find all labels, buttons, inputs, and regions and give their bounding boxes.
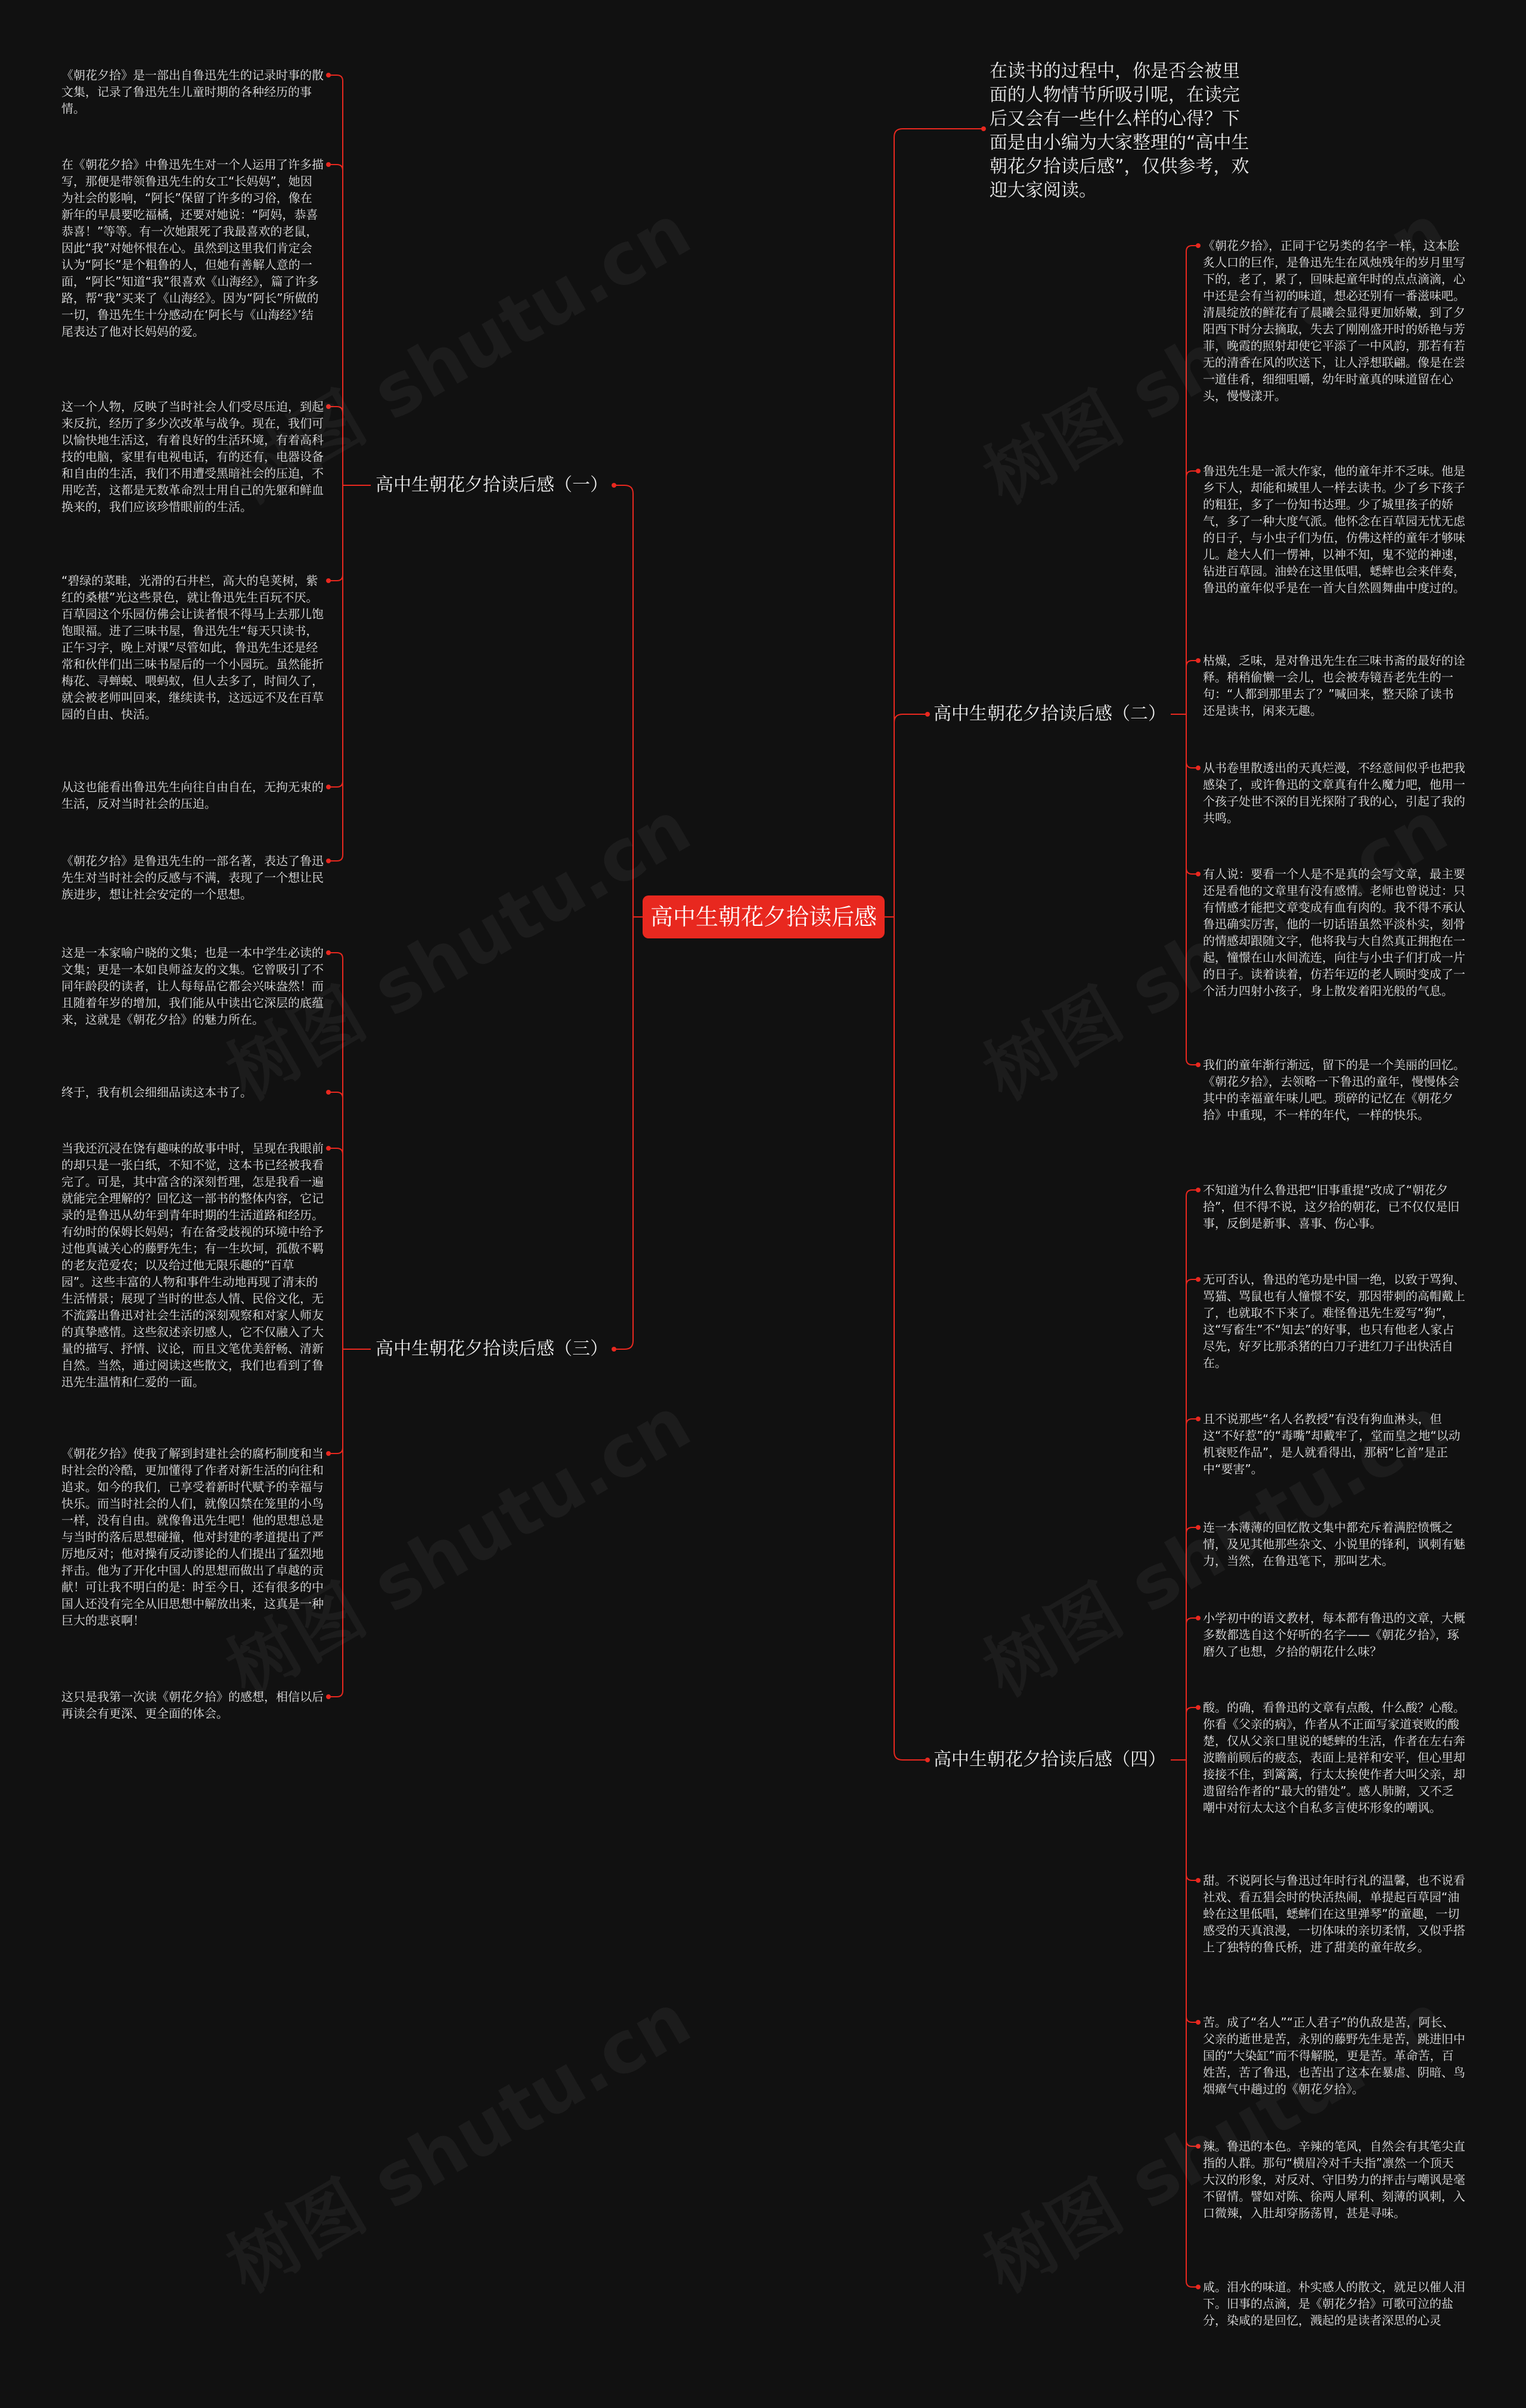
connector-dot — [1196, 1417, 1201, 1421]
connector-dot — [925, 712, 930, 717]
leaf-connector — [328, 1148, 343, 1349]
leaf-connector — [328, 1092, 343, 1349]
leaf-text: 这是一本家喻户晓的文集；也是一本中学生必读的文集；更是一本如良师益友的文集。它曾吸引了不同年龄段的读者，让人每每品它都会兴味盎然！而且随着年岁的增加，我们能从中读出它深层的底蕴来，这就是《朝花夕拾》的魅力所在。 — [61, 946, 324, 1027]
leaf-text: “碧绿的菜畦，光滑的石井栏，高大的皂荚树，紫红的桑椹”光这些景色，就让鲁迅先生百玩不厌。百草园这个乐园仿佛会让读者恨不得马上去那儿饱饱眼福。进了三味书屋，鲁迅先生“每天只读书，正午习字，晚上对课”尽管如此，鲁迅先生还是经常和伙伴们出三味书屋后的一个小园玩。虽然能折梅花、寻蝉蜕、喂蚂蚁，但人去多了，时间久了，就会被老师叫回来，继续读书，这远远不及在百草园的自由、快活。 — [61, 574, 324, 721]
connector-dot — [326, 1090, 331, 1095]
connector-dot — [1196, 1616, 1201, 1620]
leaf-connector — [328, 485, 343, 581]
connector-dot — [326, 578, 331, 583]
connector-dot — [1196, 2285, 1201, 2289]
leaf-text: 辣。鲁迅的本色。辛辣的笔风，自然会有其笔尖直指的人群。那句“横眉冷对千夫指”凛然一个顶天大汉的形象，对反对、守旧势力的抨击与嘲讽是毫不留情。譬如对陈、徐两人犀利、刻薄的讽刺，入口微辣，入肚却穿肠荡胃，甚是寻味。 — [1203, 2139, 1465, 2220]
connector-dot — [1196, 766, 1201, 770]
leaf-text: 《朝花夕拾》是一部出自鲁迅先生的记录时事的散文集，记录了鲁迅先生儿童时期的各种经历的事情。 — [61, 68, 324, 116]
connector-dot — [1196, 1277, 1201, 1282]
leaf-text: 小学初中的语文教材，每本都有鲁迅的文章，大概多数都选自这个好听的名字——《朝花夕拾》，琢磨久了也想，夕拾的朝花什么味？ — [1203, 1611, 1465, 1659]
leaf-text: 当我还沉浸在饶有趣味的故事中时，呈现在我眼前的却只是一张白纸，不知不觉，这本书已经被我看完了。可是，其中富含的深刻哲理，怎是我看一遍就能完全理解的？回忆这一部书的整体内容，它记录的是鲁迅从幼年到青年时期的生活道路和经历。有幼时的保姆长妈妈；有在备受歧视的环境中给予过他真诚关心的藤野先生；有一生坎坷，孤傲不羁的老友范爱农；以及给过他无限乐趣的“百草园”。这些丰富的人物和事件生动地再现了清末的生活情景；展现了当时的世态人情、民俗文化，无不流露出鲁迅对社会生活的深刻观察和对家人师友的真挚感情。这些叙述亲切感人，它不仅融入了大量的描写、抒情、议论，而且文笔优美舒畅、清新自然。当然，通过阅读这些散文，我们也看到了鲁迅先生温情和仁爱的一面。 — [61, 1141, 324, 1389]
connector-dot — [1196, 1188, 1201, 1192]
leaf-text: 有人说：要看一个人是不是真的会写文章，最主要还是看他的文章里有没有感情。老师也曾说过：只有情感才能把文章变成有血有肉的。我不得不承认鲁迅确实厉害，他的一切话语虽然平淡朴实，刻骨的情感却跟随文字，他将我与大自然真正拥抱在一起，憧憬在山水间流连，向往与小虫子们打成一片的日子。读着读着，仿若年迈的老人顾时变成了一个活力四射小孩子，身上散发着阳光般的气息。 — [1203, 867, 1465, 998]
leaf-connector — [1186, 714, 1198, 874]
leaf-text: 无可否认，鲁迅的笔功是中国一绝，以致于骂狗、骂猫、骂鼠也有人憧憬不安，那因带刺的高帽戴上了，也就取不下来了。难怪鲁迅先生爱写“狗”，这“写畜生”不“知去”的好事，也只有他老人家占尽先，好歹比那杀猪的白刀子进红刀子出快活自在。 — [1203, 1272, 1465, 1370]
intro-connector — [894, 129, 984, 917]
leaf-text: 酸。的确，看鲁迅的文章有点酸，什么酸？心酸。你看《父亲的病》，作者从不正面写家道衰败的酸楚，仅从父亲口里说的蟋蟀的生活，作者在左右奔波瞻前顾后的疲态，表面上是祥和安平，但心里却接接不住，到篱篱，行太太挨使作者大叫父亲，却遗留给作者的“最大的错处”。感人肺腑，又不乏嘲中对衍太太这个自私多言使坏形象的嘲讽。 — [1203, 1700, 1465, 1815]
connector-dot — [612, 483, 616, 488]
leaf-text: 从书卷里散透出的天真烂漫，不经意间似乎也把我感染了，或许鲁迅的文章真有什么魔力吧，他用一个孩子处世不深的目光探附了我的心，引起了我的共鸣。 — [1203, 761, 1465, 825]
leaf-text: 这只是我第一次读《朝花夕拾》的感想，相信以后再读会有更深、更全面的体会。 — [61, 1690, 324, 1721]
connector-dot — [326, 950, 331, 955]
branch-connector — [614, 917, 633, 1349]
connector-dot — [326, 1694, 331, 1699]
connector-dot — [326, 785, 331, 789]
connector-dot — [981, 126, 986, 131]
leaf-connector — [1186, 714, 1198, 768]
leaf-connector — [328, 485, 343, 861]
leaf-text: 咸。泪水的味道。朴实感人的散文，就足以催人泪下。旧事的点滴，是《朝花夕拾》可歌可泣的盐分，染咸的是回忆，溅起的是读者深思的心灵 — [1203, 2280, 1465, 2328]
leaf-connector — [1186, 661, 1198, 714]
leaf-connector — [328, 485, 343, 787]
branch-node-4[interactable]: 高中生朝花夕拾读后感（四） — [933, 1749, 1166, 1770]
leaf-text: 不知道为什么鲁迅把“旧事重提”改成了“朝花夕拾”，但不得不说，这夕拾的朝花，已不仅仅是旧事，反倒是新事、喜事、伤心事。 — [1203, 1183, 1460, 1231]
leaf-connector — [1186, 1618, 1198, 1760]
leaf-text: 《朝花夕拾》，正同于它另类的名字一样，这本脍炙人口的巨作，是鲁迅先生在风烛残年的岁月里写下的，老了，累了，回味起童年时的点点滴滴，心中还是会有当初的味道，想必还别有一番滋味吧。清晨绽放的鲜花有了晨曦会显得更加娇嫩，到了夕阳西下时分去摘取，失去了刚刚盛开时的娇艳与芳菲，晚霞的照射却使它平添了一中风韵，那若有若无的清香在风的吹送下，让人浮想联翩。像是在尝一道佳肴，细细咀嚼，幼年时童真的味道留在心头，慢慢漾开。 — [1203, 238, 1465, 403]
branch-node-3[interactable]: 高中生朝花夕拾读后感（三） — [376, 1338, 608, 1359]
leaf-connector — [1186, 1707, 1198, 1760]
leaf-connector — [328, 1349, 343, 1454]
connector-dot — [1196, 469, 1201, 473]
connector-dot — [326, 1451, 331, 1456]
connector-dot — [1196, 658, 1201, 663]
connector-dot — [326, 859, 331, 863]
connector-dot — [1196, 1705, 1201, 1710]
intro-text: 在读书的过程中，你是否会被里面的人物情节所吸引呢，在读完后又会有一些什么样的心得？下面是由小编为大家整理的“高中生朝花夕拾读后感”，仅供参考，欢迎大家阅读。 — [990, 61, 1249, 201]
branch-node-2[interactable]: 高中生朝花夕拾读后感（二） — [933, 704, 1166, 724]
connector-dot — [326, 73, 331, 78]
leaf-text: 这一个人物，反映了当时社会人们受尽压迫，到起来反抗，经历了多少次改革与战争。现在，我们可以愉快地生活这，有着良好的生活环境，有着高科技的电脑，家里有电视电话，有的还有，电器设备和自由的生活，我们不用遭受黑暗社会的压迫，不用吃苦，这都是无数革命烈士用自己的先躯和鲜血换来的，我们应该珍惜眼前的生活。 — [61, 399, 324, 514]
connector-dot — [1196, 872, 1201, 876]
leaf-text: 在《朝花夕拾》中鲁迅先生对一个人运用了许多描写，那便是带领鲁迅先生的女工“长妈妈”，她因为社会的影响，“阿长”保留了许多的习俗，像在新年的早晨要吃福橘，还要对她说：“阿妈，恭喜恭喜！”等等。有一次她跟死了我最喜欢的老鼠，因此“我”对她怀恨在心。虽然到这里我们肯定会认为“阿长”是个粗鲁的人，但她有善解人意的一面，“阿长”知道“我”很喜欢《山海经》，篇了许多路，帮“我”买来了《山海经》。因为“阿长”所做的一切，鲁迅先生十分感动在‘阿长与《山海经》’结尾表达了他对长妈妈的爱。 — [61, 157, 324, 339]
leaf-text: 终于，我有机会细细品读这本书了。 — [61, 1085, 252, 1099]
leaf-text: 鲁迅先生是一派大作家，他的童年并不乏味。他是乡下人，却能和城里人一样去读书。少了乡下孩子的粗狂，多了一份知书达理。少了城里孩子的娇气，多了一种大度气派。他怀念在百草园无忧无虑的日子，与小虫子们为伍，仿佛这样的童年才够味儿。趁大人们一愣神，以神不知，鬼不觉的神速，钻进百草园。油蛉在这里低唱，蟋蟀也会来伴奏，鲁迅的童年似乎是在一首大自然圆舞曲中度过的。 — [1203, 464, 1465, 595]
leaf-text: 连一本薄薄的回忆散文集中都充斥着满腔愤慨之情，及见其他那些杂文、小说里的锋利，讽刺有魅力，当然，在鲁迅笔下，那叫艺术。 — [1203, 1520, 1465, 1568]
connector-dot — [326, 1146, 331, 1151]
connector-dot — [925, 1758, 930, 1762]
leaf-text: 苦。成了“名人”“正人君子”的仇敌是苦，阿长、父亲的逝世是苦，永别的藤野先生是苦，跳进旧中国的“大染缸”而不得解脱，更是苦。革命苦，百姓苦，苦了鲁迅，也苦出了这本在暴虐、阴暗、鸟烟瘴气中趟过的《朝花夕拾》。 — [1203, 2015, 1465, 2096]
leaf-text: 甜。不说阿长与鲁迅过年时行礼的温馨，也不说看社戏、看五猖会时的快活热闹，单提起百草园“油蛉在这里低唱，蟋蟀们在这里弹琴”的童趣，一切感受的天真浪漫，一切体味的亲切柔情，又似乎搭上了独特的鲁氏桥，进了甜美的童年故乡。 — [1203, 1873, 1465, 1954]
leaf-text: 从这也能看出鲁迅先生向往自由自在，无拘无束的生活，反对当时社会的压迫。 — [61, 780, 324, 811]
leaf-connector — [1186, 1760, 1198, 2022]
connector-dot — [1196, 2020, 1201, 2025]
leaf-text: 且不说那些“名人名教授”有没有狗血淋头，但这“不好惹”的“毒嘴”却戴牢了，堂而皇之地“以动机衰贬作品”，是人就看得出，那柄“匕首”是正中“要害”。 — [1203, 1412, 1460, 1476]
leaf-text: 《朝花夕拾》是鲁迅先生的一部名著，表达了鲁迅先生对当时社会的反感与不满，表现了一个想让民族进步，想让社会安定的一个思想。 — [61, 854, 324, 901]
connector-dot — [612, 1347, 616, 1352]
leaf-text: 我们的童年渐行渐远，留下的是一个美丽的回忆。《朝花夕拾》，去领略一下鲁迅的童年，慢慢体会其中的幸福童年味儿吧。琐碎的记忆在《朝花夕拾》中重现，不一样的年代，一样的快乐。 — [1203, 1058, 1465, 1122]
branch-connector — [894, 917, 928, 1760]
connector-dot — [1196, 243, 1201, 248]
leaf-text: 枯燥，乏味，是对鲁迅先生在三味书斋的最好的诠释。稍稍偷懒一会儿，也会被寿镜吾老先生的一句：“人都到那里去了？”喊回来，整天除了读书还是读书，闲来无趣。 — [1203, 653, 1465, 718]
leaf-connector — [1186, 1760, 1198, 1880]
connector-dot — [1196, 1062, 1201, 1067]
leaf-connector — [1186, 471, 1198, 714]
leaf-connector — [1186, 1190, 1198, 1760]
connector-dot — [1196, 1878, 1201, 1883]
branch-node-1[interactable]: 高中生朝花夕拾读后感（一） — [376, 475, 608, 495]
branch-connector — [894, 714, 928, 917]
leaf-text: 《朝花夕拾》使我了解到封建社会的腐朽制度和当时社会的冷酷，更加懂得了作者对新生活的向往和追求。如今的我们，已享受着新时代赋予的幸福与快乐。而当时社会的人们，就像囚禁在笼里的小鸟一样，没有自由。就像鲁迅先生吧！他的思想总是与当时的落后思想碰撞，他对封建的孝道提出了严厉地反对；他对操有反动谬论的人们提出了猛烈地抨击。他为了开化中国人的思想而做出了卓越的贡献！可让我不明白的是：时至今日，还有很多的中国人还没有完全从旧思想中解放出来，这真是一种巨大的悲哀啊！ — [61, 1446, 324, 1628]
root-node[interactable]: 高中生朝花夕拾读后感 — [643, 895, 885, 938]
connector-dot — [326, 162, 331, 167]
